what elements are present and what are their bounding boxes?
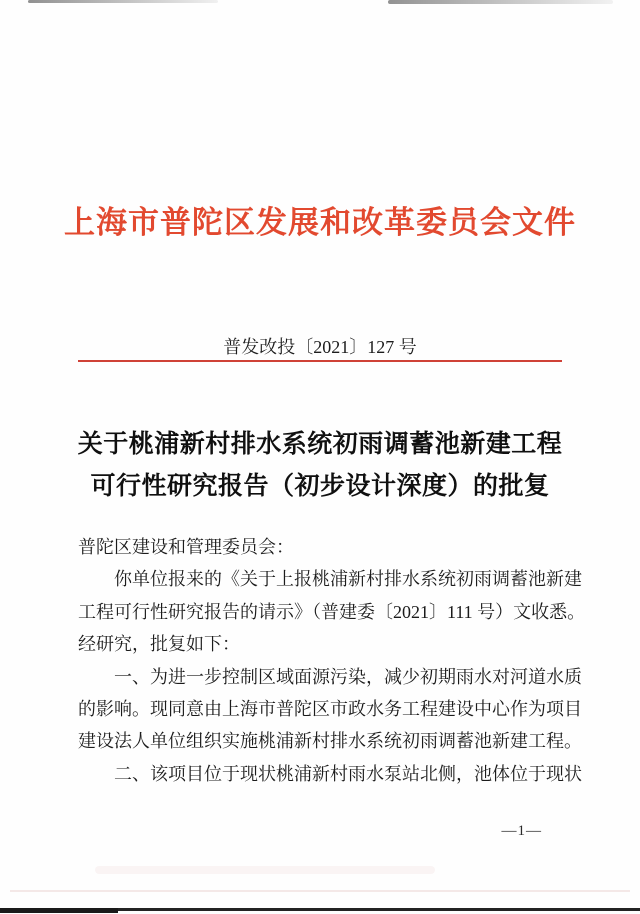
red-separator-line [78, 360, 562, 362]
body-line: 的影响。现同意由上海市普陀区市政水务工程建设中心作为项目 [78, 699, 582, 720]
body-line: 你单位报来的《关于上报桃浦新村排水系统初雨调蓄池新建 [114, 569, 582, 590]
scan-artifact-smear [95, 866, 435, 874]
letterhead-title: 上海市普陀区发展和改革委员会文件 [64, 205, 576, 240]
document-title-line: 可行性研究报告（初步设计深度）的批复 [90, 473, 550, 500]
body-line: 建设法人单位组织实施桃浦新村排水系统初雨调蓄池新建工程。 [78, 731, 582, 752]
scan-artifact-top-left [28, 0, 218, 3]
page-number: —1— [501, 823, 542, 839]
body-line-salutation: 普陀区建设和管理委员会： [78, 537, 294, 557]
body-line: 经研究，批复如下： [78, 634, 240, 655]
scan-artifact-faint-line [10, 890, 630, 892]
document-number: 普发改投〔2021〕127 号 [223, 337, 417, 357]
body-line: 一、为进一步控制区域面源污染，减少初期雨水对河道水质 [114, 666, 582, 687]
document-body [78, 531, 586, 790]
document-title [0, 424, 640, 508]
document-title-line: 关于桃浦新村排水系统初雨调蓄池新建工程 [77, 431, 563, 458]
body-line: 工程可行性研究报告的请示》（普建委〔2021〕111 号）文收悉。 [78, 601, 586, 622]
scan-artifact-bottom-left [0, 908, 118, 913]
body-line: 二、该项目位于现状桃浦新村雨水泵站北侧，池体位于现状 [114, 763, 582, 784]
scan-artifact-bottom-edge [0, 908, 640, 911]
scan-artifact-top-right [388, 0, 613, 4]
